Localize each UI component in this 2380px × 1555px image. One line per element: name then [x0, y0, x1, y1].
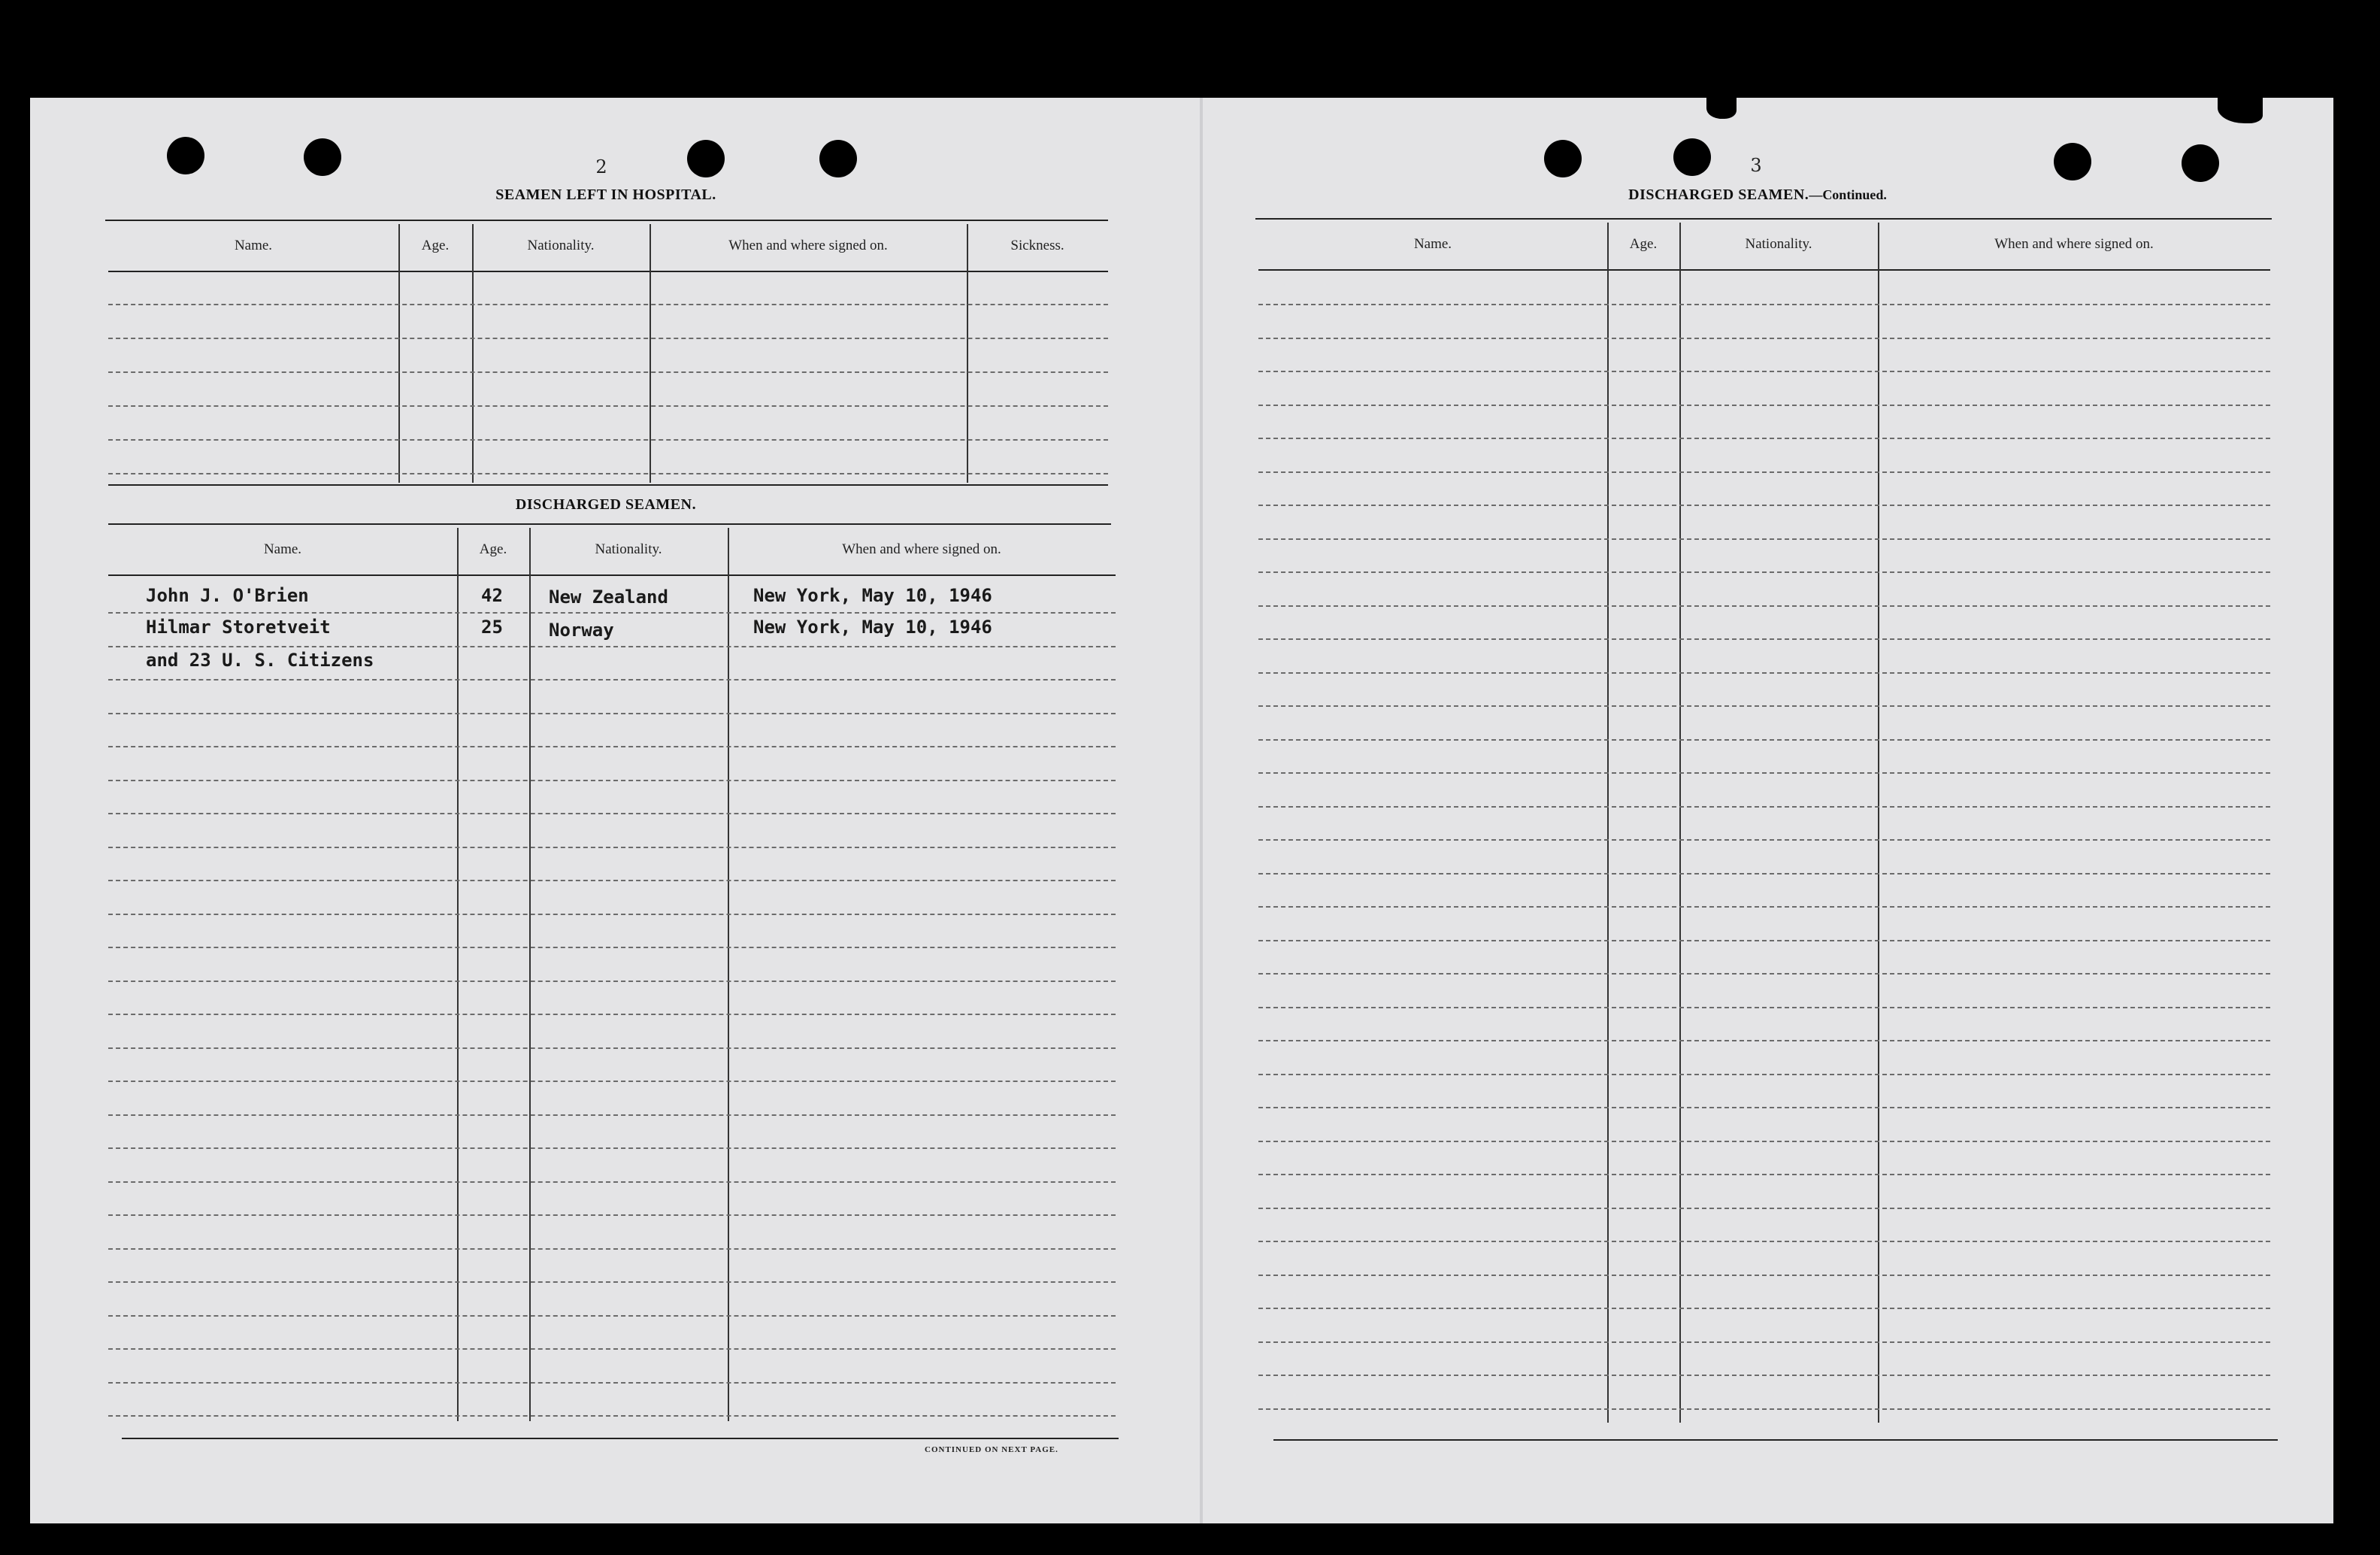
punch-hole — [819, 140, 857, 177]
punch-hole — [687, 140, 725, 177]
row-rule — [1258, 1208, 2270, 1209]
name-cell: and 23 U. S. Citizens — [146, 650, 374, 671]
column-divider — [398, 224, 400, 483]
row-rule — [108, 612, 1116, 614]
row-rule — [1258, 705, 2270, 707]
row-rule — [1258, 806, 2270, 808]
page-number-right: 3 — [1750, 155, 1762, 176]
header-rule — [108, 574, 1116, 576]
continued-note: CONTINUED ON NEXT PAGE. — [925, 1445, 1058, 1454]
row-rule — [1258, 505, 2270, 506]
col-header-sickness: Sickness. — [1010, 238, 1064, 253]
discharged-top-rule — [108, 523, 1111, 525]
row-rule — [1258, 873, 2270, 874]
row-rule — [108, 1382, 1116, 1384]
col-header-nationality: Nationality. — [1745, 236, 1812, 252]
row-rule — [108, 880, 1116, 881]
row-rule — [108, 1081, 1116, 1082]
row-rule — [1258, 571, 2270, 573]
row-rule — [1258, 338, 2270, 339]
right-section-title — [1628, 186, 1887, 204]
row-rule — [1258, 605, 2270, 607]
torn-edge — [2218, 98, 2263, 123]
row-rule — [1258, 1007, 2270, 1008]
header-rule — [1258, 269, 2270, 271]
row-rule — [1258, 538, 2270, 540]
row-rule — [1258, 906, 2270, 908]
row-rule — [1258, 772, 2270, 774]
column-divider — [1679, 223, 1681, 1423]
right-title-main: DISCHARGED SEAMEN. — [1628, 186, 1809, 203]
col-header-age: Age. — [479, 541, 507, 557]
column-divider — [457, 528, 459, 1421]
row-rule — [108, 780, 1116, 781]
col-header-signed-on: When and where signed on. — [1994, 236, 2154, 252]
row-rule — [108, 981, 1116, 982]
row-rule — [1258, 1107, 2270, 1108]
column-divider — [650, 224, 651, 483]
torn-edge — [1706, 98, 1737, 119]
row-rule — [1258, 1040, 2270, 1041]
discharged-section-title: DISCHARGED SEAMEN. — [515, 496, 697, 513]
col-header-nationality: Nationality. — [527, 238, 595, 253]
row-rule — [108, 304, 1108, 305]
row-rule — [1258, 973, 2270, 975]
punch-hole — [304, 138, 341, 176]
column-divider — [1607, 223, 1609, 1423]
row-rule — [1258, 839, 2270, 841]
row-rule — [1258, 1341, 2270, 1343]
signed-on-cell: New York, May 10, 1946 — [753, 585, 992, 606]
punch-hole — [1673, 138, 1711, 176]
row-rule — [108, 1348, 1116, 1350]
column-divider — [728, 528, 729, 1421]
row-rule — [1258, 1241, 2270, 1242]
col-header-name: Name. — [234, 238, 273, 253]
row-rule — [108, 1248, 1116, 1250]
punch-hole — [167, 137, 204, 174]
col-header-age: Age. — [421, 238, 450, 253]
column-divider — [472, 224, 474, 483]
row-rule — [1258, 1141, 2270, 1142]
row-rule — [1258, 1375, 2270, 1376]
row-rule — [1258, 371, 2270, 372]
row-rule — [1258, 438, 2270, 439]
row-rule — [108, 813, 1116, 814]
row-rule — [108, 646, 1116, 647]
row-rule — [108, 1047, 1116, 1049]
row-rule — [108, 1147, 1116, 1149]
row-rule — [108, 1415, 1116, 1417]
column-divider — [529, 528, 531, 1421]
age-cell: 25 — [481, 617, 503, 638]
punch-hole — [2054, 143, 2091, 180]
row-rule — [108, 713, 1116, 714]
right-bottom-rule — [1273, 1439, 2278, 1441]
age-cell: 42 — [481, 585, 503, 606]
top-rule-right — [1255, 218, 2272, 220]
row-rule — [1258, 672, 2270, 674]
discharged-continued-table — [1258, 223, 2270, 1423]
row-rule — [1258, 1308, 2270, 1309]
col-header-name: Name. — [1413, 236, 1452, 252]
column-divider — [1878, 223, 1879, 1423]
row-rule — [1258, 1074, 2270, 1075]
row-rule — [108, 1181, 1116, 1183]
name-cell: Hilmar Storetveit — [146, 617, 331, 638]
hospital-table — [108, 224, 1108, 483]
punch-hole — [2182, 144, 2219, 182]
page-number-left: 2 — [595, 156, 607, 177]
document-sheet — [30, 98, 2333, 1523]
row-rule — [108, 914, 1116, 915]
hospital-section-title: SEAMEN LEFT IN HOSPITAL. — [495, 186, 716, 203]
row-rule — [108, 338, 1108, 339]
row-rule — [108, 1281, 1116, 1283]
col-header-signed-on: When and where signed on. — [842, 541, 1001, 557]
row-rule — [108, 371, 1108, 373]
name-cell: John J. O'Brien — [146, 585, 309, 606]
row-rule — [108, 847, 1116, 848]
row-rule — [1258, 405, 2270, 406]
hospital-bottom-rule — [108, 484, 1108, 486]
nationality-cell: New Zealand — [549, 587, 668, 608]
page-fold — [1200, 98, 1203, 1523]
row-rule — [1258, 638, 2270, 640]
punch-hole — [1544, 140, 1582, 177]
row-rule — [1258, 1408, 2270, 1410]
row-rule — [108, 439, 1108, 441]
col-header-name: Name. — [263, 541, 302, 557]
row-rule — [108, 679, 1116, 681]
row-rule — [1258, 1174, 2270, 1175]
discharged-table — [108, 528, 1116, 1421]
signed-on-cell: New York, May 10, 1946 — [753, 617, 992, 638]
col-header-signed-on: When and where signed on. — [728, 238, 888, 253]
column-divider — [967, 224, 968, 483]
row-rule — [108, 1214, 1116, 1216]
row-rule — [108, 1114, 1116, 1116]
row-rule — [1258, 304, 2270, 305]
header-rule — [108, 271, 1108, 272]
discharged-bottom-rule — [122, 1438, 1119, 1439]
right-title-suffix: —Continued. — [1809, 187, 1887, 202]
row-rule — [108, 1014, 1116, 1015]
row-rule — [1258, 940, 2270, 941]
row-rule — [1258, 1275, 2270, 1276]
top-rule-left — [105, 220, 1108, 221]
row-rule — [108, 947, 1116, 948]
nationality-cell: Norway — [549, 620, 614, 641]
col-header-age: Age. — [1629, 236, 1658, 252]
col-header-nationality: Nationality. — [595, 541, 662, 557]
row-rule — [108, 473, 1108, 474]
row-rule — [1258, 471, 2270, 473]
row-rule — [108, 746, 1116, 747]
row-rule — [108, 405, 1108, 407]
row-rule — [1258, 739, 2270, 741]
row-rule — [108, 1315, 1116, 1317]
